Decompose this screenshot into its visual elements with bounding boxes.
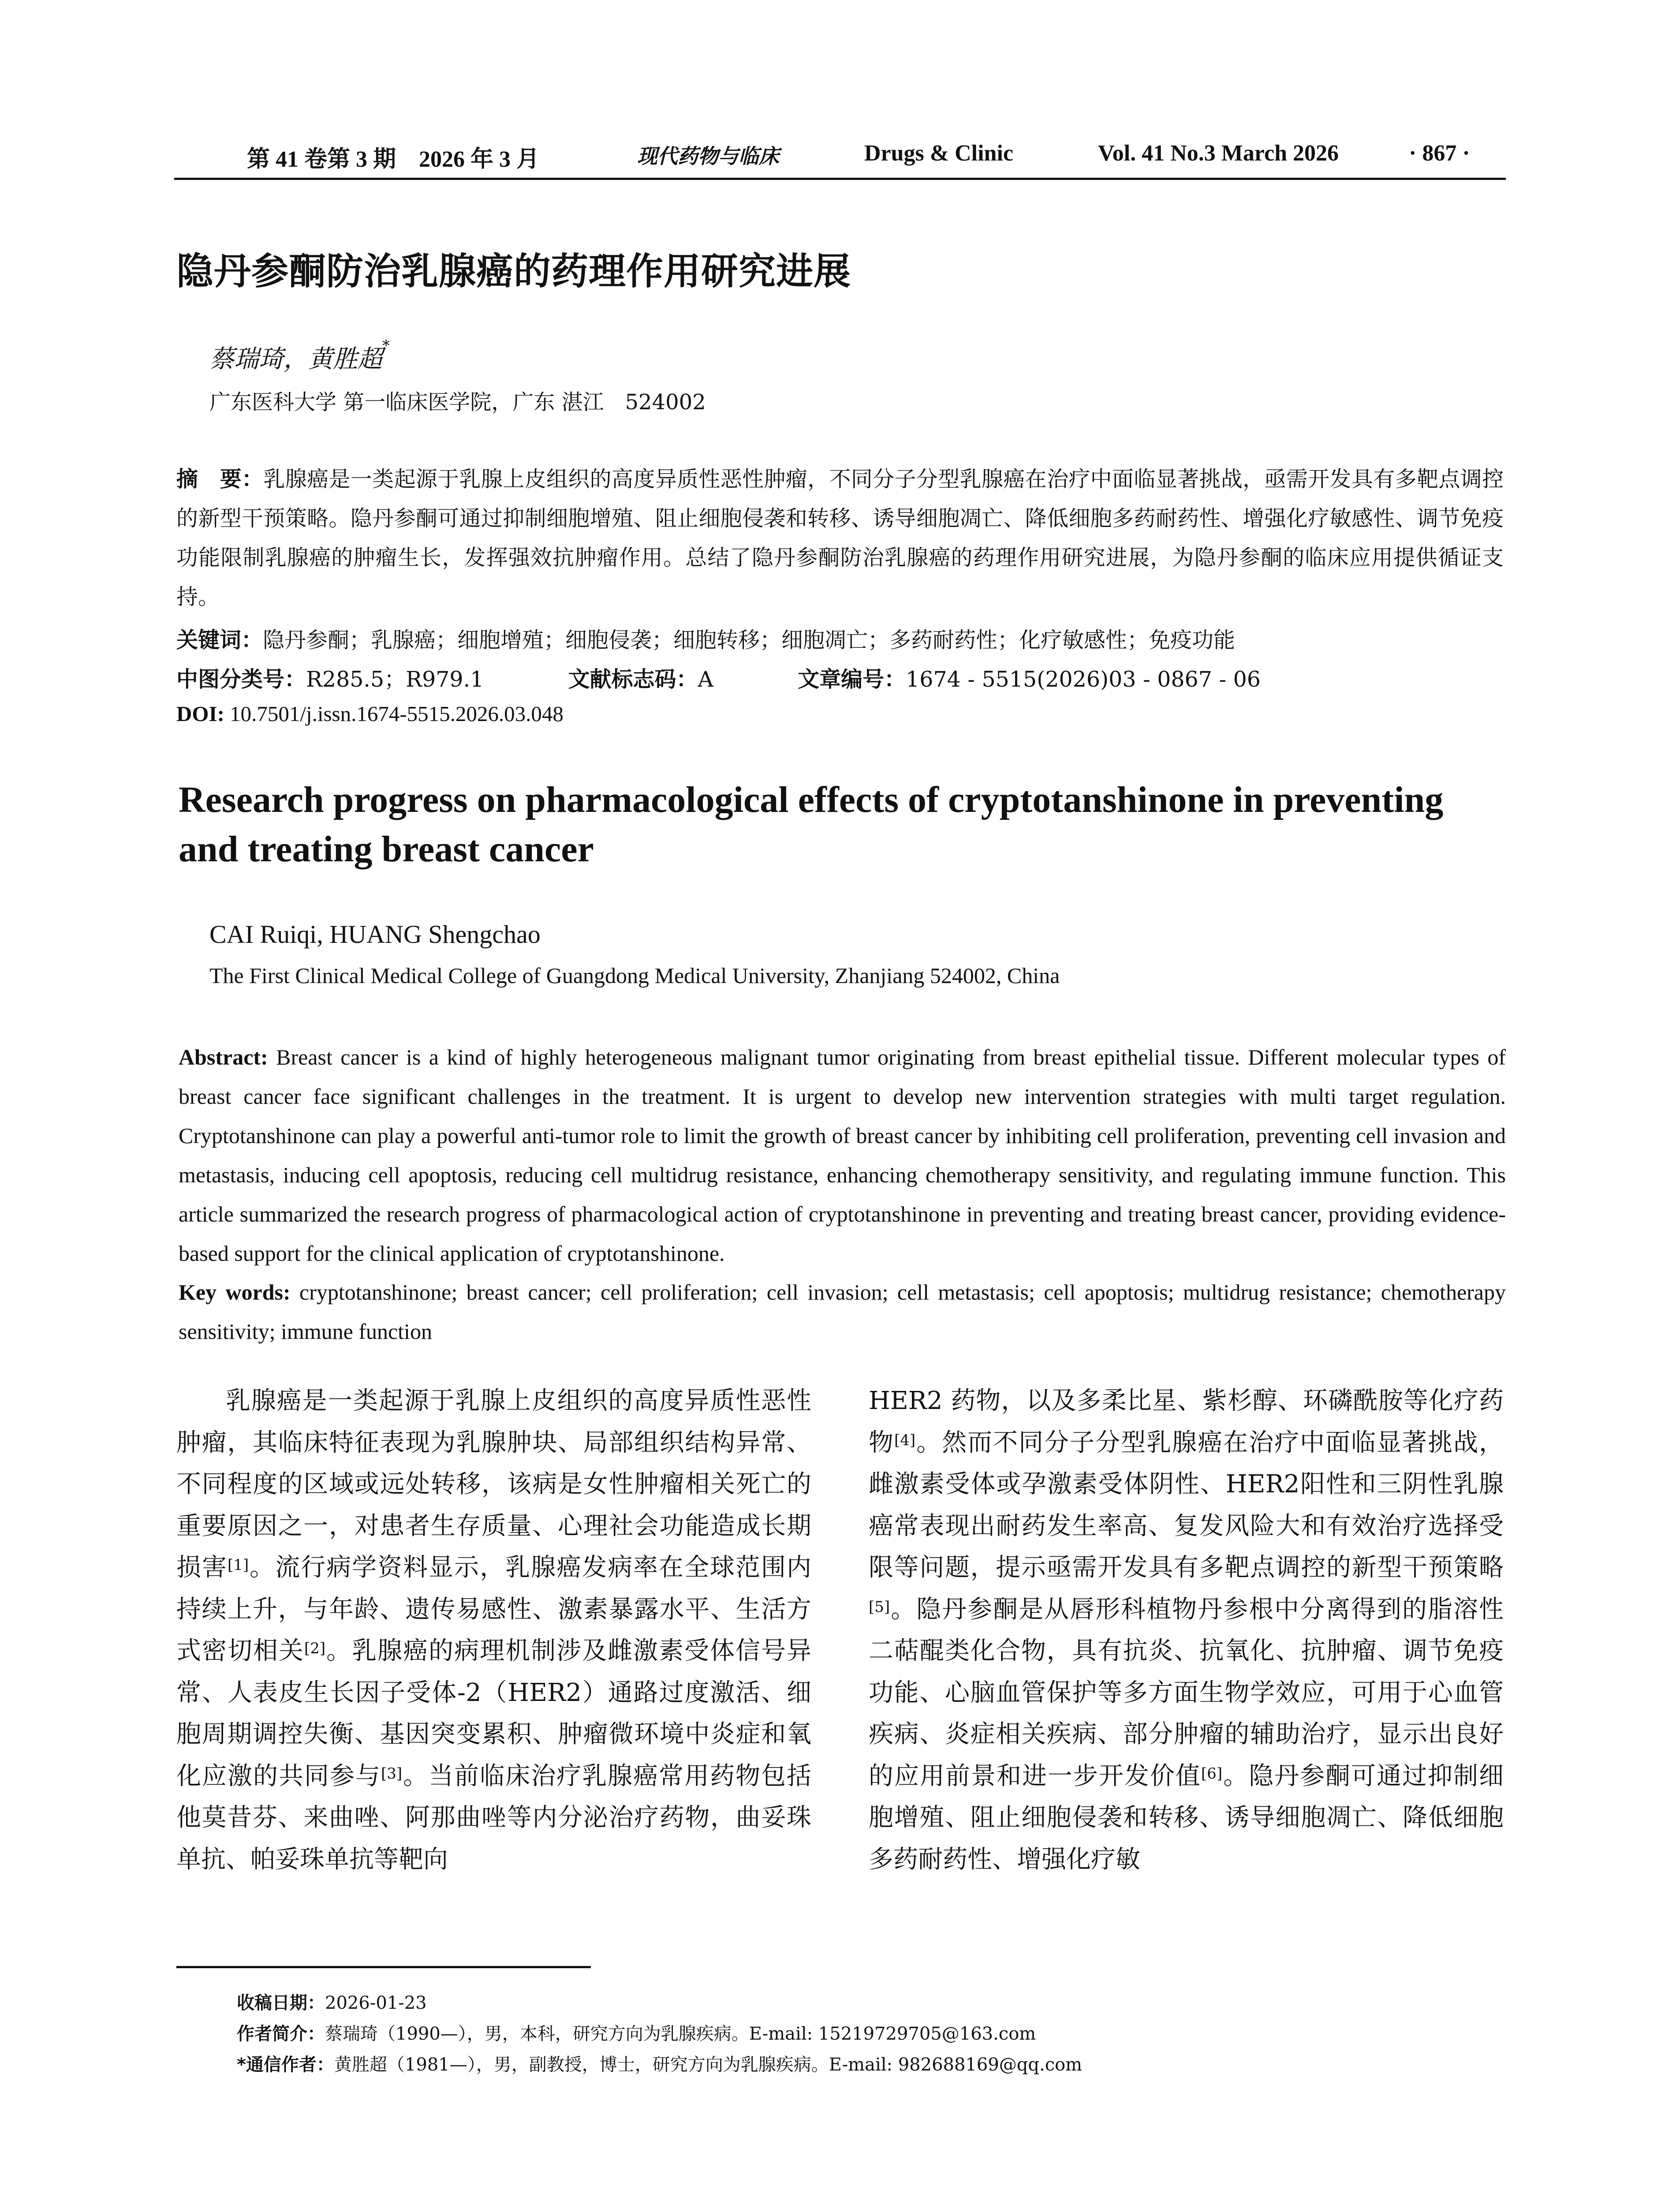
- keywords-cn: [176, 623, 1235, 654]
- citation-ref: [6]: [1201, 1764, 1223, 1783]
- header-volume-cn: 第 41 卷第 3 期 2026 年 3 月: [247, 147, 540, 172]
- authors-cn-names: 蔡瑞琦，黄胜超: [209, 345, 382, 374]
- doc-code-value: A: [698, 667, 713, 692]
- received-label: 收稿日期：: [237, 1993, 325, 2013]
- author-bio-label: 作者简介：: [237, 2024, 325, 2044]
- citation-ref: [4]: [894, 1431, 916, 1449]
- citation-ref: [1]: [228, 1556, 249, 1574]
- footnote-corresponding: [237, 2051, 1082, 2076]
- body-text: 。当前临床治疗乳腺癌常用药物包括他莫昔芬、来曲唑、阿那曲唑等内分泌治疗药物，曲妥珠单抗、帕妥珠单抗等靶向: [176, 1761, 812, 1874]
- footnote-author-bio: [237, 2020, 1036, 2045]
- affiliation-en: The First Clinical Medical College of Guangdong Medical University, Zhanjiang 524002, China: [209, 963, 1060, 988]
- article-title-cn: 隐丹参酮防治乳腺癌的药理作用研究进展: [176, 250, 851, 293]
- body-text: 。乳腺癌的病理机制涉及雌激素受体信号异常、人表皮生长因子受体-2（HER2）通路过度激活、细胞周期调控失衡、基因突变累积、肿瘤微环境中炎症和氧化应激的共同参与: [176, 1637, 812, 1790]
- affiliation-cn: 广东医科大学 第一临床医学院，广东 湛江 524002: [209, 390, 706, 415]
- article-title-en: Research progress on pharmacological effects of cryptotanshinone in preventing and treating breast cancer: [179, 779, 1444, 870]
- body-text: 。流行病学资料显示，乳腺癌发病率在全球范围内持续上升，与年龄、遗传易感性、激素暴露水平、生活方式密切相关: [176, 1553, 812, 1665]
- keywords-cn-text: 隐丹参酮；乳腺癌；细胞增殖；细胞侵袭；细胞转移；细胞凋亡；多药耐药性；化疗敏感性；免疫功能: [263, 628, 1236, 653]
- received-value: 2026-01-23: [325, 1993, 427, 2013]
- body-text: 。隐丹参酮是从唇形科植物丹参根中分离得到的脂溶性二萜醌类化合物，具有抗炎、抗氧化、抗肿瘤、调节免疫功能、心脑血管保护等多方面生物学效应，可用于心血管疾病、炎症相关疾病、部分肿瘤的辅助治疗，显示出良好的应用前景和进一步开发价值: [869, 1595, 1504, 1790]
- article-no-value: 1674 - 5515(2026)03 - 0867 - 06: [906, 667, 1261, 692]
- corresponding-value: 黄胜超（1981—），男，副教授，博士，研究方向为乳腺疾病。E-mail: 982688169@qq.com: [334, 2055, 1083, 2075]
- authors-cn: [209, 337, 390, 375]
- body-column-right: [869, 1380, 1504, 1880]
- footnote-rule: [176, 1966, 591, 1968]
- citation-ref: [5]: [869, 1598, 890, 1616]
- footnote-received: [237, 1989, 427, 2014]
- header-volume-en: Vol. 41 No.3 March 2026: [1098, 141, 1339, 166]
- header-rule: [174, 178, 1506, 180]
- abstract-cn: [176, 460, 1504, 617]
- authors-en: CAI Ruiqi, HUANG Shengchao: [209, 920, 541, 949]
- keywords-en-label: Key words:: [179, 1280, 291, 1304]
- classification-row: [176, 662, 1261, 693]
- body-paragraph: [176, 1380, 811, 1880]
- header-page-number: · 867 ·: [1409, 141, 1470, 166]
- abstract-cn-text: 乳腺癌是一类起源于乳腺上皮组织的高度异质性恶性肿瘤，不同分子分型乳腺癌在治疗中面临显著挑战，亟需开发具有多靶点调控的新型干预策略。隐丹参酮可通过抑制细胞增殖、阻止细胞侵袭和转移、诱导细胞凋亡、降低细胞多药耐药性、增强化疗敏感性、调节免疫功能限制乳腺癌的肿瘤生长，发挥强效抗肿瘤作用。总结了隐丹参酮防治乳腺癌的药理作用研究进展，为隐丹参酮的临床应用提供循证支持。: [176, 467, 1504, 609]
- abstract-en-text: Breast cancer is a kind of highly heterogeneous malignant tumor originating from breast epithelial tissue. Different molecular types of breast cancer face significant challenges in the treatment. It is urgent to develop new intervention strategies with multi target regulation. Cryptotanshinone can play a powerful anti-tumor role to limit the growth of breast cancer by inhibiting cell proliferation, preventing cell invasion and metastasis, inducing cell apoptosis, reducing cell multidrug resistance, enhancing chemotherapy sensitivity, and regulating immune function. This article summarized the research progress of pharmacological action of cryptotanshinone in preventing and treating breast cancer, providing evidence-based support for the clinical application of cryptotanshinone.: [179, 1045, 1506, 1266]
- citation-ref: [2]: [304, 1640, 326, 1657]
- clc-label: 中图分类号：: [176, 667, 306, 692]
- header-journal-cn: 现代药物与临床: [637, 144, 779, 168]
- abstract-en: [179, 1038, 1506, 1273]
- author-bio-value: 蔡瑞琦（1990—），男，本科，研究方向为乳腺疾病。E-mail: 15219729705@163.com: [325, 2024, 1036, 2044]
- keywords-cn-label: 关键词：: [176, 628, 263, 653]
- body-text: HER2 药物，以及多柔比星、紫杉醇、环磷酰胺等化疗药物: [869, 1387, 1504, 1457]
- citation-ref: [3]: [381, 1764, 403, 1783]
- clc-value: R285.5；R979.1: [306, 667, 484, 692]
- body-text: 。隐丹参酮可通过抑制细胞增殖、阻止细胞侵袭和转移、诱导细胞凋亡、降低细胞多药耐药性、增强化疗敏: [869, 1761, 1504, 1874]
- doc-code-label: 文献标志码：: [568, 667, 698, 692]
- abstract-cn-label: 摘 要：: [176, 467, 264, 492]
- keywords-en-text: cryptotanshinone; breast cancer; cell proliferation; cell invasion; cell metastasis; cell apoptosis; multidrug resistance; chemotherapy sensitivity; immune function: [179, 1280, 1506, 1344]
- header-journal-en: Drugs & Clinic: [864, 141, 1013, 166]
- body-column-left: [176, 1380, 811, 1880]
- doi-label: DOI:: [176, 702, 224, 726]
- keywords-en: [179, 1273, 1506, 1351]
- body-paragraph: [869, 1380, 1504, 1880]
- body-text: 。然而不同分子分型乳腺癌在治疗中面临显著挑战，雌激素受体或孕激素受体阴性、HER2阳性和三阴性乳腺癌常表现出耐药发生率高、复发风险大和有效治疗选择受限等问题，提示亟需开发具有多靶点调控的新型干预策略: [869, 1428, 1504, 1582]
- doi-value: 10.7501/j.issn.1674-5515.2026.03.048: [230, 702, 564, 726]
- corresponding-mark: *: [382, 337, 390, 355]
- article-no-label: 文章编号：: [798, 667, 906, 692]
- corresponding-label: *通信作者：: [237, 2055, 334, 2075]
- doi-row: [176, 701, 564, 726]
- body-text: 乳腺癌是一类起源于乳腺上皮组织的高度异质性恶性肿瘤，其临床特征表现为乳腺肿块、局部组织结构异常、不同程度的区域或远处转移，该病是女性肿瘤相关死亡的重要原因之一，对患者生存质量、心理社会功能造成长期损害: [176, 1387, 811, 1582]
- running-header: [174, 140, 1506, 172]
- abstract-en-label: Abstract:: [179, 1045, 268, 1069]
